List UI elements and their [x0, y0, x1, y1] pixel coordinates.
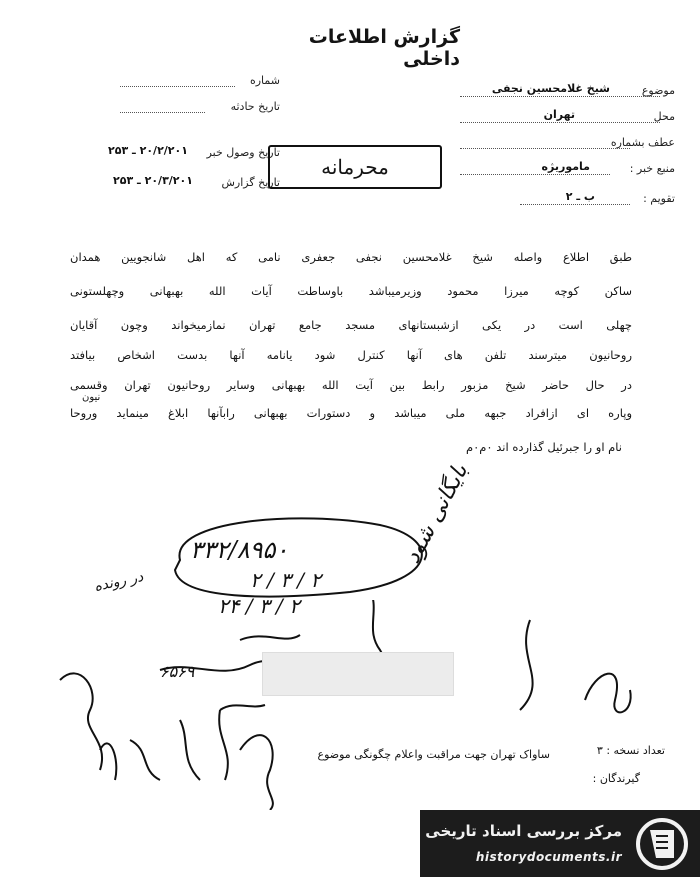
source-value: ماموریژه	[541, 160, 590, 173]
body-line-4: روحانیون میترسند تلفن های آنها کنترل شود یانامه آنها بدست اشخاص بیافتد	[70, 348, 632, 362]
rating-label: تقویم :	[643, 192, 675, 205]
copies-label-text: تعداد نسخه :	[606, 744, 665, 757]
body-insert-note: نیون	[82, 392, 101, 403]
event-date-label: تاریخ حادثه	[230, 100, 280, 113]
handwritten-margin-left: در رونده	[92, 569, 145, 595]
body-line-1: طبق اطلاع واصله شیخ غلامحسین نجفی جعفری نامی که اهل شانجویین همدان	[70, 250, 632, 264]
confidential-stamp: محرمانه	[268, 145, 442, 189]
body-line-6: وپاره ای ازافراد جبهه ملی میباشد و دستورات بهبهانی رابآنها ابلاغ مینماید وروحا	[70, 406, 632, 420]
place-line	[460, 122, 660, 123]
body-line-7: نام او را جبرئیل گذارده اند ۰م۰م	[465, 440, 622, 454]
body-line-5: در حال حاضر شیخ مزبور رابط بین آیت الله بهبهانی وسایر روحانیون تهران وقسمی	[70, 378, 632, 392]
report-date-value: ۲۰/۳/۲۰۱ ـ ۲۵۳	[113, 174, 193, 187]
source-line	[460, 174, 610, 175]
body-line-3: چهلی است در یکی ازشبستانهای مسجد جامع تهران نمازمیخواند وچون آقایان	[70, 318, 632, 332]
circled-number: ۳۳۲/۸۹۵۰	[190, 536, 289, 564]
ref-label: عطف بشماره	[610, 136, 675, 149]
number-line	[120, 86, 235, 87]
handwritten-note-2: ۶۵۶۹	[160, 662, 195, 681]
archive-url: historydocuments.ir	[475, 850, 622, 864]
archive-name: مرکز بررسی اسناد تاریخی	[425, 822, 622, 840]
receipt-date-label: تاریخ وصول خبر	[206, 146, 280, 159]
report-date-label: تاریخ گزارش	[221, 176, 280, 189]
archive-logo-icon	[632, 816, 692, 872]
copies-label	[555, 744, 665, 757]
rating-value: ب ـ ۲	[565, 190, 595, 203]
recipients-value: ساواک تهران جهت مراقبت واعلام چگونگی موضوع	[317, 748, 550, 761]
blurred-block	[262, 652, 454, 696]
number-label: شماره	[249, 74, 280, 87]
subject-value: شیخ غلامحسین نجفی	[491, 82, 610, 95]
rating-line	[520, 204, 630, 205]
subject-label: موضوع	[641, 84, 675, 97]
place-value: تهران	[543, 108, 575, 121]
recipients-label: گیرندگان :	[592, 772, 640, 785]
ref-line	[460, 148, 630, 149]
source-label: منبع خبر :	[629, 162, 675, 175]
body-line-2: ساکن کوچه میرزا محمود وزیرمیباشد باوساطت آیات الله بهبهانی وچهلستونی	[70, 284, 632, 298]
handwritten-note-1: بایگانی شود	[400, 459, 474, 568]
copies-value: ۳	[596, 744, 603, 757]
handwritten-date-2: ۲۴ / ۳ / ۲	[218, 594, 300, 618]
document-title: گزارش اطلاعات داخلی	[308, 26, 460, 70]
place-label: محل	[653, 110, 675, 123]
handwritten-date-1: ۲ / ۳ / ۲	[250, 568, 322, 592]
receipt-date-value: ۲۰/۲/۲۰۱ ـ ۲۵۳	[108, 144, 188, 157]
event-date-line	[120, 112, 205, 113]
archive-logo-band	[420, 810, 700, 877]
subject-line	[460, 96, 660, 97]
